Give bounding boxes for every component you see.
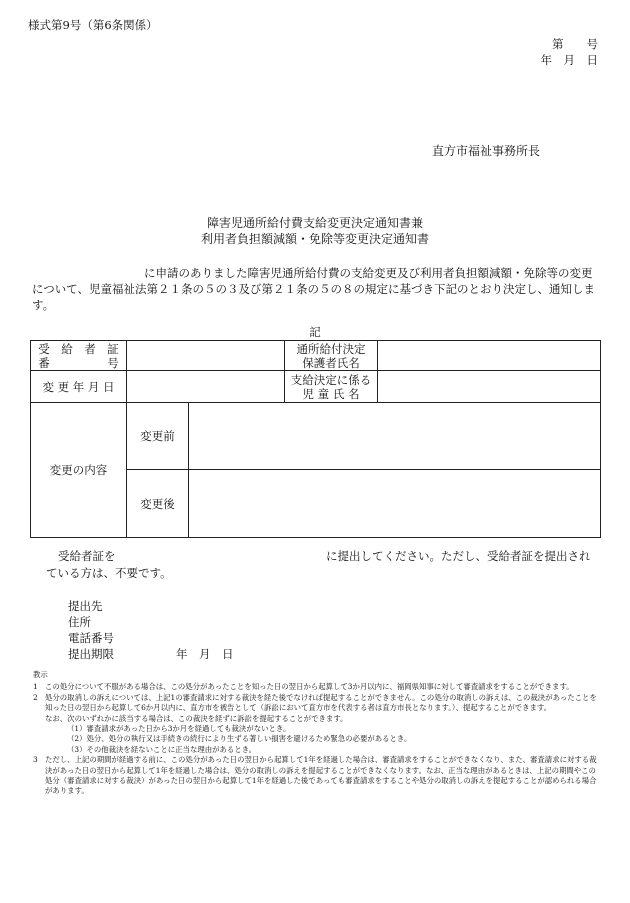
submission-deadline-label: 提出期限 (68, 647, 114, 661)
submission-text-part3: ている方は、不要です。 (46, 566, 172, 580)
submission-phone-label: 電話番号 (68, 631, 114, 645)
child-name-value (378, 371, 601, 403)
note-item-1 (33, 682, 601, 692)
change-date-label: 変 更 年 月 日 (31, 371, 127, 403)
note-number: 1 (33, 682, 38, 692)
note-sub-item-3: （3）その他裁決を経ないことに正当な理由があるとき。 (67, 744, 257, 754)
note-item-3 (33, 755, 601, 797)
note-item-2-continued (33, 714, 601, 724)
after-change-value (189, 470, 601, 538)
submission-text-part2: に提出してください。ただし、受給者証を提出され (326, 549, 591, 563)
ki-heading: 記 (309, 325, 321, 339)
submission-deadline-date: 年 月 日 (176, 647, 234, 661)
recipient-cert-label (31, 341, 127, 371)
change-content-label: 変更の内容 (31, 403, 127, 538)
guardian-name-label-line2: 保護者氏名 (302, 355, 360, 370)
guardian-name-label (285, 341, 378, 371)
note-text: ただし、上記の期間が経過する前に、この処分があった日の翌日から起算して1年を経過した場合は、審査請求をすることができなくなり、また、審査請求に対する裁決があった日の翌日から起算して1年を経過した場合は、処分の取消しの訴えを提起することができなくなります。なお、正当な理由があるときは、上記の期間やこの処分（審査請求に対する裁決）があった日の翌日から起算して1年を経過した後であっても審査請求をすることや処分の取消しの訴えを提起することが認められる場合があります。 (45, 755, 597, 796)
before-change-label: 変更前 (127, 403, 189, 470)
note-sub-item-1: （1）審査請求があった日から3か月を経過しても裁決がないとき。 (67, 724, 291, 734)
note-text: この処分について不服がある場合は、この処分があったことを知った日の翌日から起算して3か月以内に、福岡県知事に対して審査請求をすることができます。 (45, 682, 574, 692)
guardian-name-value (378, 341, 601, 371)
document-number: 第 号 (552, 37, 598, 51)
intro-paragraph: に申請のありました障害児通所給付費の支給変更及び利用者負担額減額・免除等の変更について、児童福祉法第２１条の５の３及び第２１条の５の８の規定に基づき下記のとおり決定し、通知します。 (32, 266, 596, 313)
child-name-label-line2: 児 童 氏 名 (302, 386, 360, 401)
notes-heading: 教示 (33, 670, 48, 679)
note-number: 2 (33, 692, 38, 702)
document-date: 年 月 日 (540, 53, 598, 67)
issuer-name: 直方市福祉事務所長 (431, 144, 540, 158)
note-number (33, 714, 45, 724)
recipient-cert-label-line1: 受 給 者 証 (38, 341, 119, 356)
change-date-value (127, 371, 285, 403)
after-change-label: 変更後 (127, 470, 189, 538)
decision-table (30, 340, 601, 538)
before-change-value (189, 403, 601, 470)
submission-text-part1: 受給者証を (58, 549, 116, 563)
guardian-name-label-line1: 通所給付決定 (296, 341, 366, 356)
child-name-label-line1: 支給決定に係る (290, 372, 372, 387)
note-text: なお、次のいずれかに該当する場合は、この裁決を経ずに訴訟を提起することができます。 (45, 713, 348, 723)
recipient-cert-label-line2: 番 号 (38, 355, 119, 370)
form-number: 様式第9号（第6条関係） (28, 18, 158, 32)
child-name-label (285, 371, 378, 403)
note-number: 3 (33, 755, 38, 765)
instruction-notes (33, 670, 601, 797)
submission-address-label: 住所 (68, 615, 91, 629)
document-title-line2: 利用者負担額減額・免除等変更決定通知書 (200, 232, 429, 246)
document-title-line1: 障害児通所給付費支給変更決定通知書兼 (206, 216, 423, 230)
note-sub-item-2: （2）処分、処分の執行又は手続きの続行により生ずる著しい損害を避けるため緊急の必要があるとき。 (67, 734, 412, 744)
note-text: 処分の取消しの訴えについては、上記1の審査請求に対する裁決を経た後でなければ提起することができません。この処分の取消しの訴えは、この裁決があったことを知った日の翌日から起算して6か月以内に、直方市を被告として（訴訟において直方市を代表する者は直方市長となります。）、提起することができます。 (45, 692, 597, 713)
submission-destination-label: 提出先 (68, 599, 103, 613)
note-item-2 (33, 693, 601, 714)
recipient-cert-value (127, 341, 285, 371)
